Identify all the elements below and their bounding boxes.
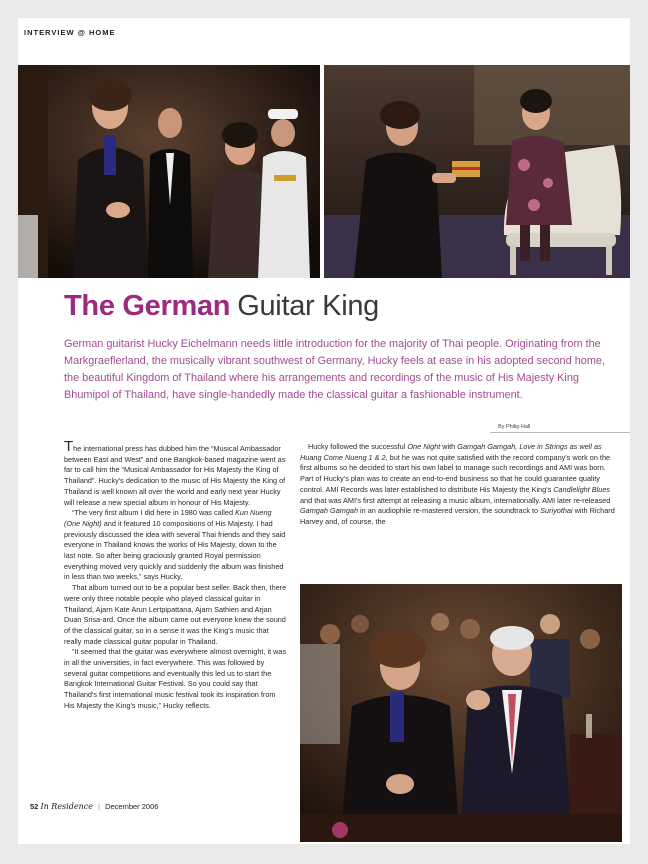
byline: By Philip Hall: [498, 424, 531, 430]
photo-dinner-event: [300, 584, 622, 842]
album-title: Gamgah Gamgah, Love in Strings as well as Huang Come Nueng 1 & 2,: [300, 442, 602, 462]
album-title: Candlelight Blues: [553, 484, 611, 494]
body-column-right: [300, 442, 618, 528]
page-footer: [30, 802, 158, 811]
album-title: Gamgah Gamgah: [300, 506, 359, 516]
photo-formal-reception: [18, 65, 320, 278]
paragraph-text: and that was AMI's first attempt at releasing a music album, internationally. AMI later re-released: [300, 495, 611, 505]
paragraph-text: Hucky followed the successful: [308, 442, 408, 451]
paragraph-text: but he was not quite satisfied with the record company's work on the first albums so he decided to start his own label to manage such recordings and AMI was born. Part of Hucky's plan was to create an end-to-end business so that he could guarantee quality control. AMI Records was later established to distribute His Majesty the King's: [300, 452, 611, 494]
album-title: One Night: [407, 442, 441, 451]
drop-cap: T: [64, 438, 74, 455]
album-title: Suriyothai: [540, 506, 573, 516]
magazine-page: [18, 18, 630, 844]
paragraph-text: That album turned out to be a popular best seller. Back then, there were only three notable people who played classical guitar in Thailand, Ajarn Kate Arun Lertpipattana, Ajarn Sathien and Arjan Duan Srisa-ard. Once the album came out everyone knew the sound of the classical guitar, so in a sense it was the King's music that really made classical guitar popular in Thailand.: [64, 583, 287, 646]
paragraph-text: in an audiophile re-mastered version, the soundtrack to: [358, 506, 541, 516]
body-column-left: [64, 438, 288, 712]
byline-rule: [490, 432, 630, 433]
body-paragraph: [64, 583, 288, 647]
paragraph-text: with: [440, 442, 458, 451]
paragraph-text: “It seemed that the guitar was everywhere almost overnight, it was in all the universities, in fact everywhere. This was followed by several guitar competitions and eventually this led us to start the Bangkok International Guitar Festival. So you could say that Thailand's first international music festival took its inspiration from His Majesty the King's music,” Hucky reflects.: [64, 647, 287, 710]
title-light: Guitar King: [237, 290, 379, 322]
paragraph-text: he international press has dubbed him the “Musical Ambassador between East and West” and one Bangkok-based magazine went as far to call him the “Musical Ambassador for His Majesty the King of Thailand”. Hucky's dedication to the music of His Majesty the King of Thailand is well known all over the world and early next year Hucky will release a new special album in honour of His Majesty.: [64, 444, 286, 507]
body-paragraph: [64, 647, 288, 711]
body-paragraph: [64, 438, 288, 508]
magazine-name: In Residence: [40, 802, 93, 811]
section-label: INTERVIEW @ HOME: [24, 28, 116, 37]
article-deck: German guitarist Hucky Eichelmann needs little introduction for the majority of Thai people. Originating from the Markgraeflerland, the musically vibrant southwest of Germany, Hucky feels at ease in his adopted second home, the beautiful Kingdom of Thailand where his arrangements and recordings of the music of His Majesty King Bhumipol of Thailand, have single-handedly made the classical guitar a fashionable instrument.: [64, 338, 605, 401]
title-bold: The German: [64, 290, 231, 322]
paragraph-text: “The very first album I did here in 1980 was called: [72, 508, 236, 518]
body-paragraph: [64, 508, 288, 583]
album-title: Kun Nueng (One Night): [64, 508, 272, 528]
issue-date: December 2006: [105, 802, 159, 811]
paragraph-text: and it featured 10 compositions of His Majesty. I had previously discussed the idea with several Thai friends and they said everyone in Thailand knows the works of His Majesty, down to the last note. So after being graciously granted Royal permission everything moved very quickly and suddenly the album was finished in less than two weeks,” says Hucky.: [64, 518, 286, 582]
footer-separator: |: [98, 802, 100, 811]
body-paragraph: [300, 442, 618, 528]
photo-album-presentation: [324, 65, 630, 278]
article-title: [64, 290, 379, 323]
page-number: 52: [30, 802, 39, 811]
paragraph-text: with Richard Harvey and, of course, the: [300, 506, 615, 526]
